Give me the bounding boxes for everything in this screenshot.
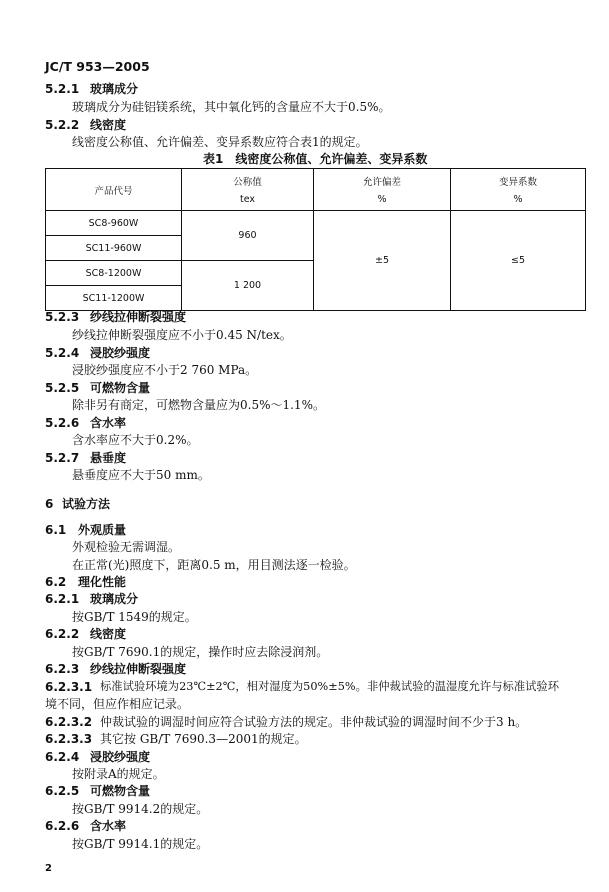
nominal-value-cell: 960	[182, 211, 314, 261]
section-number: 5.2.4	[45, 346, 80, 360]
section-title: 理化性能	[78, 575, 127, 589]
chapter-number: 6	[45, 497, 54, 511]
section-text: 按GB/T 9914.2的规定。	[72, 802, 209, 816]
section-number: 6.2.1	[45, 592, 80, 606]
section-number: 5.2.1	[45, 82, 80, 96]
section-title: 纱线拉伸断裂强度	[90, 662, 187, 676]
section-title: 可燃物含量	[90, 381, 151, 395]
page-number: 2	[45, 863, 52, 874]
section-text: 纱线拉伸断裂强度应不小于0.45 N/tex。	[72, 328, 292, 342]
section-title: 浸胶纱强度	[90, 346, 151, 360]
section-title: 玻璃成分	[90, 82, 139, 96]
tolerance-cell: ±5	[314, 211, 451, 311]
header-cell	[182, 169, 314, 211]
product-code-cell: SC8-1200W	[46, 261, 182, 286]
product-code-cell: SC8-960W	[46, 211, 182, 236]
chapter-title: 试验方法	[62, 497, 111, 511]
section-title: 含水率	[90, 819, 127, 833]
section-title: 含水率	[90, 416, 127, 430]
section-number: 6.1	[45, 523, 67, 537]
section-title: 玻璃成分	[90, 592, 139, 606]
section-number: 6.2.2	[45, 627, 80, 641]
section-number: 6.2	[45, 575, 67, 589]
density-table	[45, 168, 586, 311]
section-text: 按GB/T 7690.1的规定，操作时应去除浸润剂。	[72, 645, 329, 659]
cv-cell: ≤5	[451, 211, 586, 311]
clause-number: 6.2.3.2	[45, 715, 93, 729]
section-title: 外观质量	[78, 523, 127, 537]
section-number: 6.2.4	[45, 750, 80, 764]
header-unit: %	[513, 194, 523, 205]
section-text: 按GB/T 1549的规定。	[72, 610, 197, 624]
section-title: 线密度	[90, 627, 127, 641]
header-label: 公称值	[233, 177, 262, 188]
header-unit: %	[377, 194, 387, 205]
section-number: 6.2.5	[45, 784, 80, 798]
clause-number: 6.2.3.1	[45, 680, 93, 694]
section-number: 5.2.3	[45, 310, 80, 324]
clause-text: 其它按 GB/T 7690.3—2001的规定。	[100, 732, 307, 746]
section-text: 含水率应不大于0.2%。	[72, 433, 199, 447]
header-cell	[314, 169, 451, 211]
section-text: 线密度公称值、允许偏差、变异系数应符合表1的规定。	[72, 135, 368, 149]
section-number: 5.2.5	[45, 381, 80, 395]
clause-text: 境不同，但应作相应记录。	[45, 697, 190, 711]
nominal-value-cell: 1 200	[182, 261, 314, 311]
header-label: 允许偏差	[362, 177, 401, 188]
header-cell	[46, 169, 182, 211]
section-number: 5.2.7	[45, 451, 80, 465]
section-text: 悬垂度应不大于50 mm。	[72, 468, 210, 482]
header-label: 变异系数	[498, 177, 537, 188]
section-text: 浸胶纱强度应不小于2 760 MPa。	[72, 363, 258, 377]
section-title: 线密度	[90, 118, 127, 132]
section-title: 悬垂度	[90, 451, 127, 465]
section-number: 5.2.6	[45, 416, 80, 430]
section-text: 按附录A的规定。	[72, 767, 165, 781]
header-cell	[451, 169, 586, 211]
document-code: JC/T 953—2005	[45, 59, 150, 74]
section-title: 浸胶纱强度	[90, 750, 151, 764]
section-text: 按GB/T 9914.1的规定。	[72, 837, 209, 851]
section-title: 纱线拉伸断裂强度	[90, 310, 187, 324]
product-code-cell: SC11-1200W	[46, 286, 182, 311]
product-code-cell: SC11-960W	[46, 236, 182, 261]
section-text: 除非另有商定，可燃物含量应为0.5%～1.1%。	[72, 398, 325, 412]
section-number: 6.2.3	[45, 662, 80, 676]
section-title: 可燃物含量	[90, 784, 151, 798]
section-number: 6.2.6	[45, 819, 80, 833]
clause-text: 标准试验环境为23℃±2℃，相对湿度为50%±5%。非仲裁试验的温湿度允许与标准试验环	[100, 680, 560, 693]
header-unit: tex	[239, 194, 256, 205]
section-text: 在正常(光)照度下，距离0.5 m，用目测法逐一检验。	[72, 558, 356, 572]
section-text: 外观检验无需调湿。	[72, 540, 181, 554]
clause-number: 6.2.3.3	[45, 732, 93, 746]
header-label: 产品代号	[94, 185, 133, 197]
clause-text: 仲裁试验的调湿时间应符合试验方法的规定。非仲裁试验的调湿时间不少于3 h。	[100, 715, 528, 729]
table-caption: 表1 线密度公称值、允许偏差、变异系数	[203, 152, 428, 166]
section-number: 5.2.2	[45, 118, 80, 132]
section-text: 玻璃成分为硅铝镁系统，其中氧化钙的含量应不大于0.5%。	[72, 100, 391, 114]
